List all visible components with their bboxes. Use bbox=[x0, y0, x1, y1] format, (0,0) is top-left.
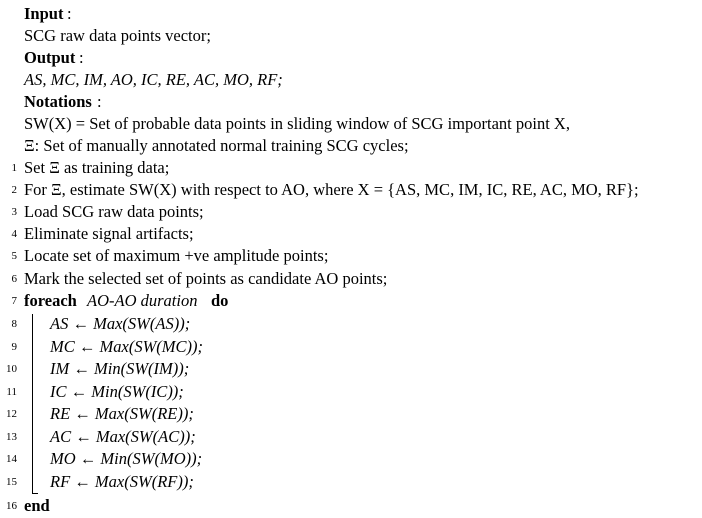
output-colon: : bbox=[79, 48, 84, 67]
line-text: MC ← Max(SW(MC)); bbox=[50, 337, 204, 356]
foreach-keyword: foreach bbox=[24, 291, 77, 310]
line-number: 8 bbox=[11, 318, 17, 330]
end-keyword: end bbox=[24, 496, 50, 515]
line-number: 11 bbox=[6, 386, 17, 398]
notation-xi: Ξ: Set of manually annotated normal training SCG cycles; bbox=[24, 136, 409, 155]
output-value: AS, MC, IM, AO, IC, RE, AC, MO, RF; bbox=[24, 70, 283, 89]
line-text: MO ← Min(SW(MO)); bbox=[50, 449, 203, 468]
notations-label: Notations bbox=[24, 92, 92, 111]
line-text: RF ← Max(SW(RF)); bbox=[50, 472, 194, 491]
line-text: Eliminate signal artifacts; bbox=[24, 224, 194, 243]
line-number: 12 bbox=[6, 408, 17, 420]
line-text: Load SCG raw data points; bbox=[24, 202, 204, 221]
line-text: Mark the selected set of points as candidate AO points; bbox=[24, 269, 388, 288]
notation-sw: SW(X) = Set of probable data points in sliding window of SCG important point X, bbox=[24, 114, 570, 133]
do-keyword: do bbox=[211, 291, 229, 310]
line-number: 1 bbox=[11, 162, 17, 174]
loop-body-bar bbox=[32, 314, 33, 494]
line-text: AS ← Max(SW(AS)); bbox=[50, 314, 191, 333]
line-text: IM ← Min(SW(IM)); bbox=[50, 359, 190, 378]
notations-colon: : bbox=[97, 92, 102, 111]
line-number: 3 bbox=[11, 206, 17, 218]
line-text: Locate set of maximum +ve amplitude points; bbox=[24, 246, 329, 265]
line-text: For Ξ, estimate SW(X) with respect to AO, where X = {AS, MC, IM, IC, RE, AC, MO, RF}; bbox=[24, 180, 639, 199]
line-number: 10 bbox=[6, 363, 17, 375]
loop-body-tick bbox=[32, 493, 38, 494]
output-label: Output bbox=[24, 48, 76, 67]
input-colon: : bbox=[67, 4, 72, 23]
loop-condition: AO-AO duration bbox=[87, 291, 198, 310]
line-text: AC ← Max(SW(AC)); bbox=[50, 427, 196, 446]
line-text: RE ← Max(SW(RE)); bbox=[50, 404, 194, 423]
line-text: IC ← Min(SW(IC)); bbox=[50, 382, 184, 401]
line-number: 6 bbox=[11, 273, 17, 285]
input-label: Input bbox=[24, 4, 64, 23]
line-number: 4 bbox=[11, 228, 17, 240]
line-text: Set Ξ as training data; bbox=[24, 158, 170, 177]
line-number: 2 bbox=[11, 184, 17, 196]
line-number: 9 bbox=[11, 341, 17, 353]
input-value: SCG raw data points vector; bbox=[24, 26, 211, 45]
line-number: 15 bbox=[6, 476, 17, 488]
line-number: 7 bbox=[11, 295, 17, 307]
line-number: 13 bbox=[6, 431, 17, 443]
line-number: 5 bbox=[11, 250, 17, 262]
line-number: 16 bbox=[6, 500, 17, 512]
line-number: 14 bbox=[6, 453, 17, 465]
